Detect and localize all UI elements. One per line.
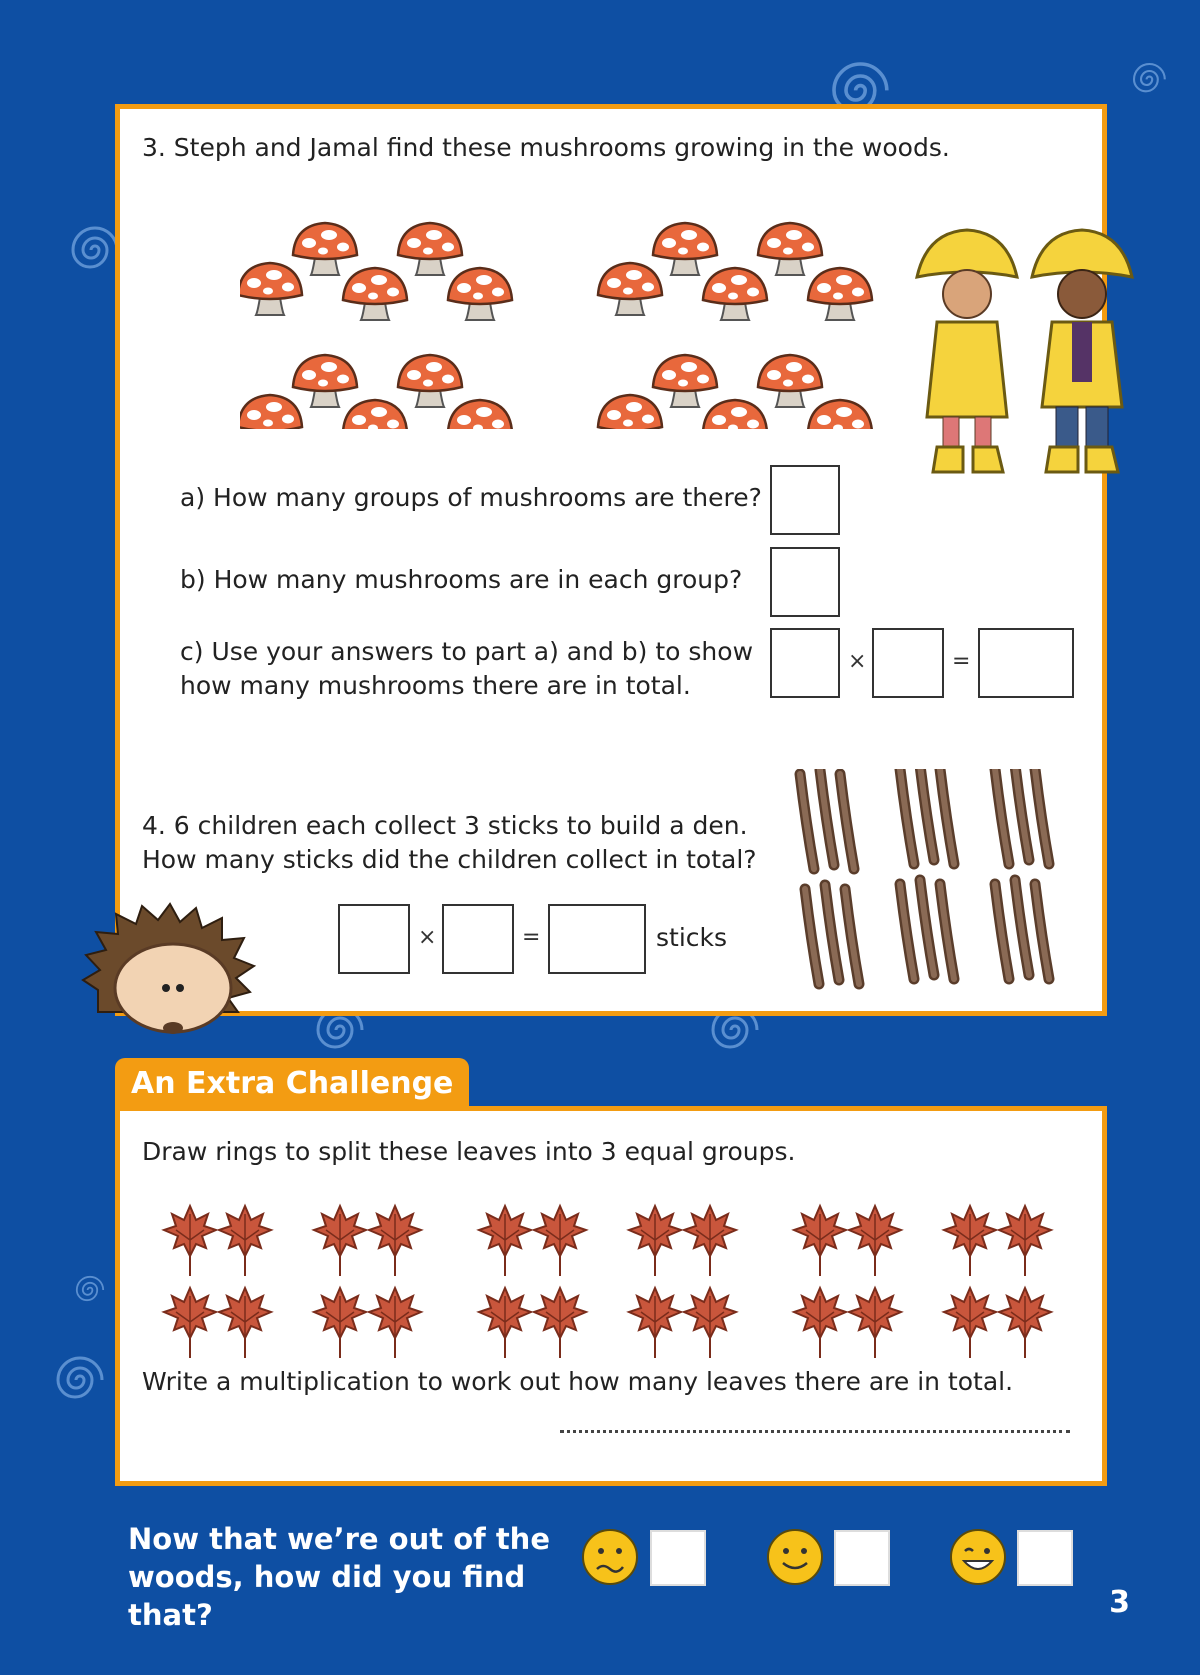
swirl-decoration-2 [1120,50,1180,110]
answer-box-4-factor-2[interactable] [442,904,514,974]
self-assessment-question: Now that we’re out of the woods, how did you find that? [128,1522,551,1632]
question-4-text: 4. 6 children each collect 3 sticks to build a den. How many sticks did the children collect in total? [142,811,757,874]
answer-box-4-factor-1[interactable] [338,904,410,974]
worried-face-icon [580,1527,640,1587]
sticks-unit-label: sticks [656,923,728,952]
mushroom-groups [240,189,920,429]
winking-face-icon [948,1527,1008,1587]
mushroom-group-3 [240,355,512,429]
answer-box-3b[interactable] [770,547,840,617]
extra-challenge-tab: An Extra Challenge [115,1058,469,1110]
question-3b-text: b) How many mushrooms are in each group? [180,565,743,594]
sticks-icon-3 [995,769,1049,864]
mushroom-group-2 [598,223,872,320]
rating-box-worried[interactable] [650,1530,706,1586]
sticks-icon-6 [995,880,1049,979]
times-sign: × [418,925,437,950]
question-3c-text: c) Use your answers to part a) and b) to show how many mushrooms there are in total. [180,637,754,700]
sticks-icon-1 [800,770,854,869]
sticks-icon-2 [900,769,954,864]
sticks-icon-5 [900,880,954,979]
rating-box-winking[interactable] [1017,1530,1073,1586]
extra-prompt-text: Write a multiplication to work out how many leaves there are in total. [142,1367,1014,1396]
leaf-pairs [164,1206,1051,1358]
children-in-raincoats-illustration [912,222,1162,492]
answer-box-3c-factor-2[interactable] [872,628,944,698]
times-sign: × [848,649,867,674]
smiling-face-icon [765,1527,825,1587]
page-number: 3 [1109,1585,1130,1620]
answer-box-3c-product[interactable] [978,628,1074,698]
equals-sign: = [522,925,541,950]
equals-sign: = [952,649,971,674]
answer-box-3a[interactable] [770,465,840,535]
hedgehog-illustration [78,900,258,1040]
swirl-decoration-5 [40,1340,120,1420]
question-3-text: 3. Steph and Jamal find these mushrooms growing in the woods. [142,133,950,162]
question-3a-text: a) How many groups of mushrooms are there? [180,483,762,512]
sticks-icon-4 [805,885,859,984]
answer-line[interactable] [560,1430,1070,1433]
rating-box-smiling[interactable] [834,1530,890,1586]
answer-box-4-product[interactable] [548,904,646,974]
swirl-decoration-4 [60,1260,120,1320]
answer-box-3c-factor-1[interactable] [770,628,840,698]
extra-challenge-panel [115,1106,1107,1486]
extra-instruction-text: Draw rings to split these leaves into 3 equal groups. [142,1137,796,1166]
mushroom-group-4 [598,355,872,429]
leaf-grid [145,1191,1095,1371]
stick-bundles [785,769,1105,999]
mushroom-group-1 [240,223,512,320]
